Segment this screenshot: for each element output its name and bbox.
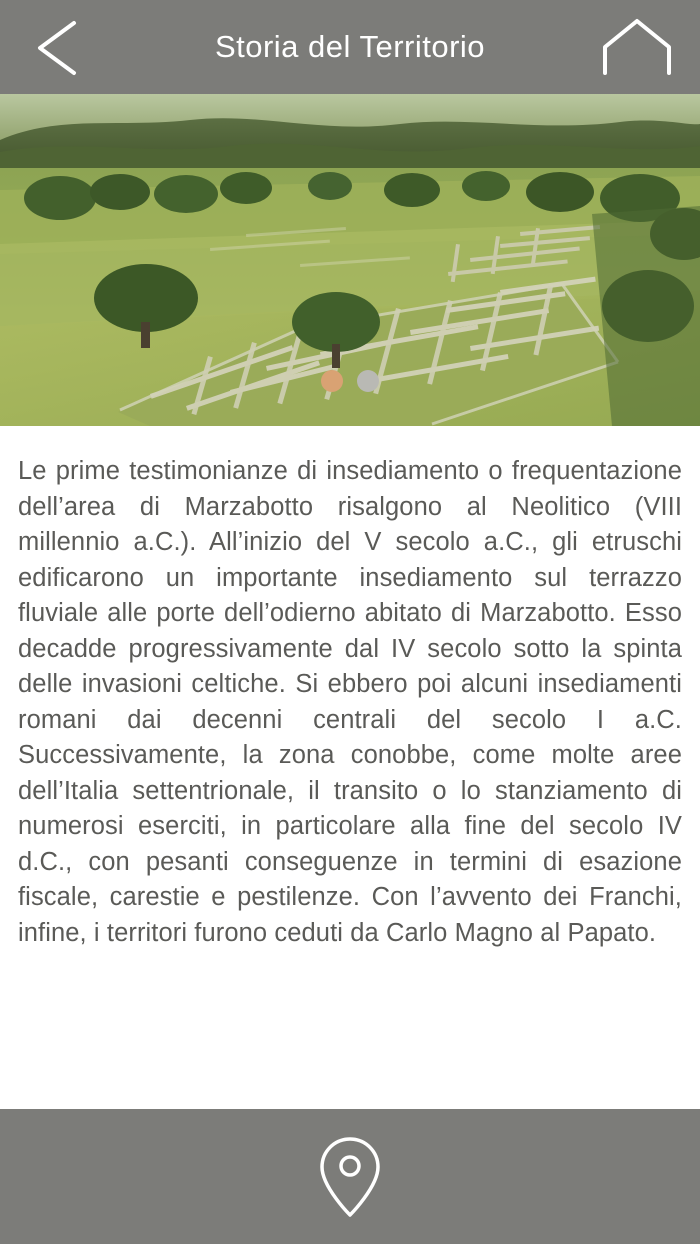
back-button[interactable] (26, 18, 86, 78)
carousel-dot-1[interactable] (321, 370, 343, 392)
footer-bar (0, 1109, 700, 1244)
home-icon (601, 17, 673, 79)
carousel-dot-2[interactable] (357, 370, 379, 392)
map-button[interactable] (310, 1132, 390, 1222)
home-button[interactable] (600, 16, 674, 80)
map-pin-icon (318, 1135, 382, 1219)
content-area (0, 426, 700, 1109)
page-title: Storia del Territorio (214, 29, 486, 64)
chevron-left-icon (32, 19, 80, 77)
history-paragraph: Le prime testimonianze di insediamento o frequentazione dell’area di Marzabotto risalgono al Neolitico (VIII millennio a.C.). All’inizio del V secolo a.C., gli etruschi edificarono un importante insediamento sul terrazzo fluviale alle porte dell’odierno abitato di Marzabotto. Esso decadde progressivamente dal IV secolo sotto la spinta delle invasioni celtiche. Si ebbero poi alcuni insediamenti romani dai decenni centrali del secolo I a.C. Successivamente, la zona conobbe, come molte aree dell’Italia settentrionale, il transito o lo stanziamento di numerosi eserciti, in particolare alla fine del secolo IV d.C., con pesanti conseguenze in termini di esazione fiscale, carestie e pestilenze. Con l’avvento dei Franchi, infine, i territori furono ceduti da Carlo Magno al Papato. (18, 457, 682, 947)
header-bar (0, 0, 700, 94)
hero-image[interactable] (0, 94, 700, 426)
carousel-dots[interactable] (0, 370, 700, 392)
